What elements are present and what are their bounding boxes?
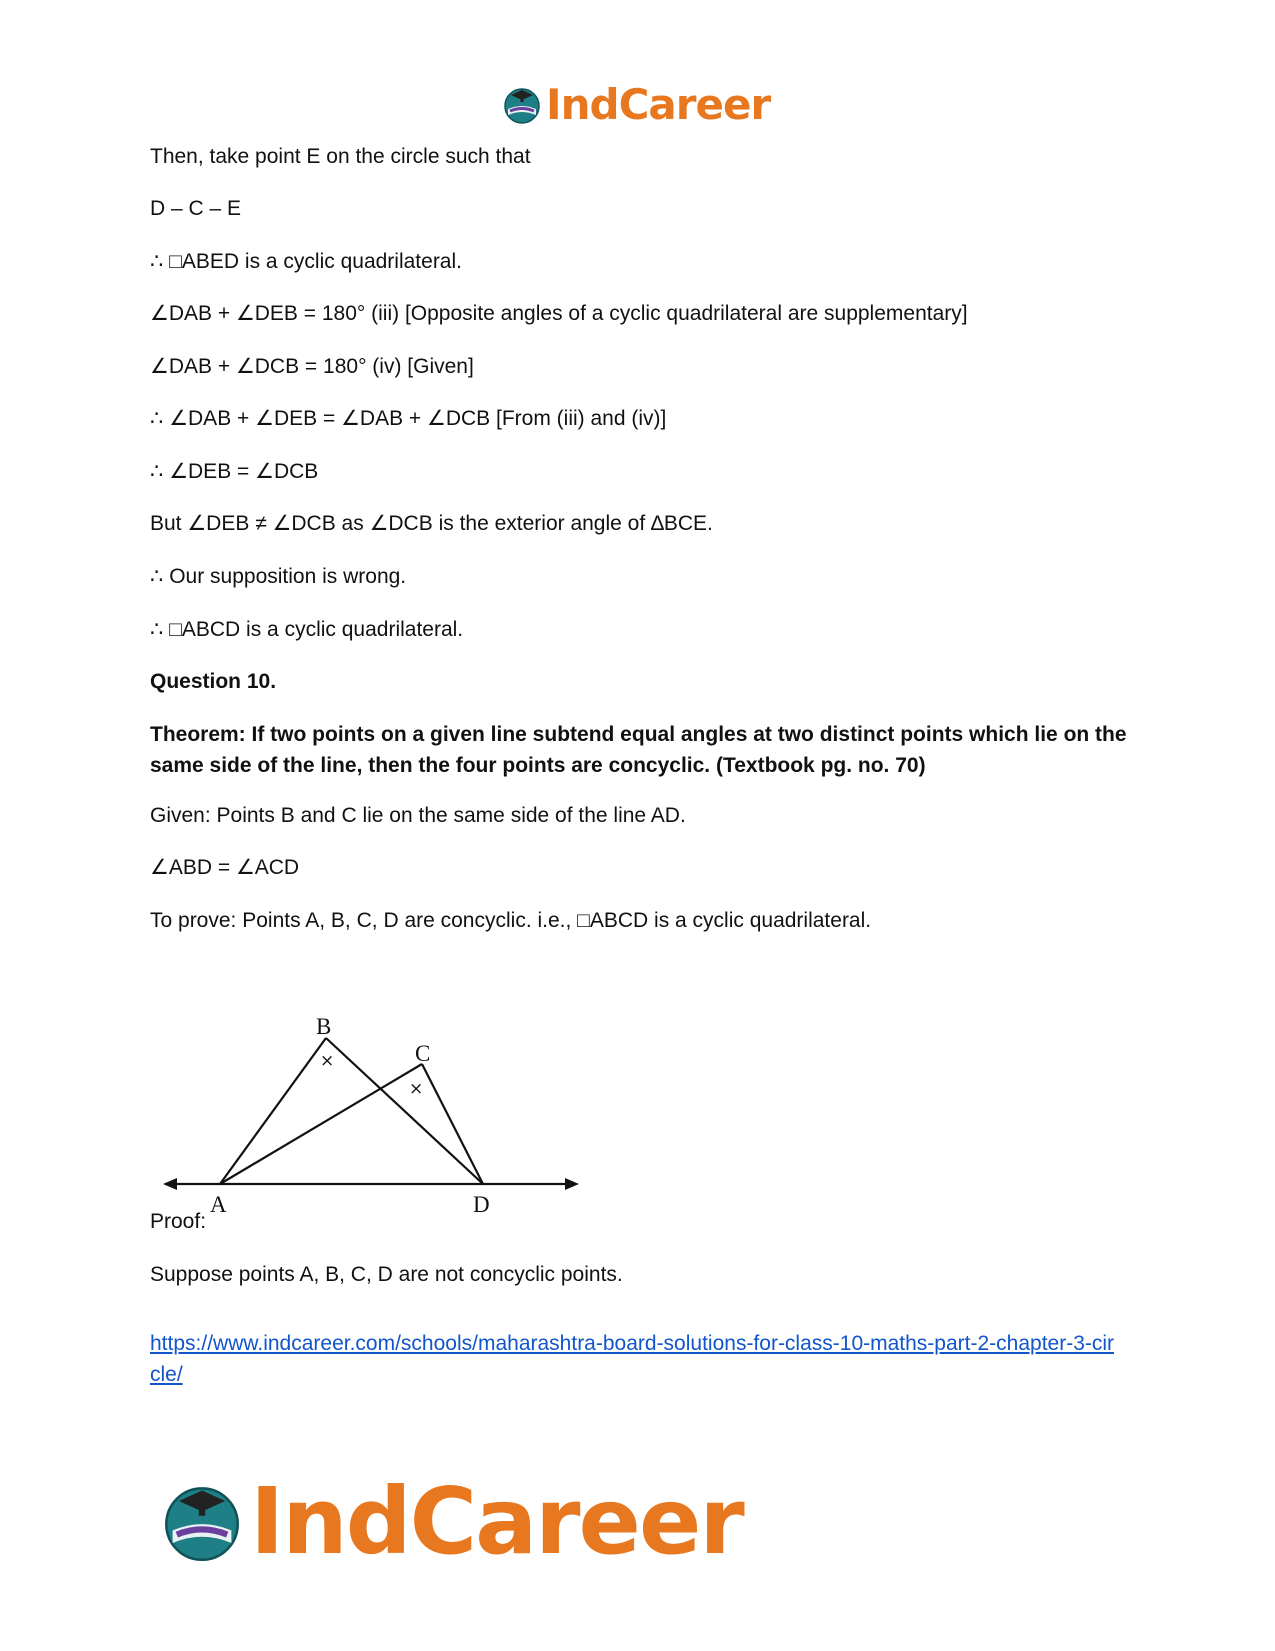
given-statement: Given: Points B and C lie on the same side of the line AD. bbox=[150, 804, 686, 827]
text-line: ∠DAB + ∠DCB = 180° (iv) [Given] bbox=[150, 355, 474, 378]
footer-logo bbox=[160, 1468, 743, 1575]
header-logo bbox=[502, 80, 770, 129]
source-link[interactable]: https://www.indcareer.com/schools/maharashtra-board-solutions-for-class-10-maths-part-2-chapter-3-circle/ bbox=[150, 1332, 1115, 1386]
globe-icon bbox=[502, 85, 542, 125]
text-line: But ∠DEB ≠ ∠DCB as ∠DCB is the exterior angle of ∆BCE. bbox=[150, 512, 713, 535]
label-d: D bbox=[473, 1192, 490, 1217]
proof-label: Proof: bbox=[150, 1210, 207, 1233]
label-b: B bbox=[316, 1014, 332, 1039]
theorem-statement: Theorem: If two points on a given line subtend equal angles at two distinct points which lie on the same side of the line, then the four points are concyclic. (Textbook pg. no. 70) bbox=[150, 723, 1127, 777]
right-arrow-icon bbox=[565, 1178, 579, 1190]
label-a: A bbox=[210, 1192, 227, 1217]
proof-line: Suppose points A, B, C, D are not concyclic points. bbox=[150, 1263, 623, 1286]
angle-mark-b: × bbox=[320, 1051, 335, 1071]
text-line: ∴ □ABED is a cyclic quadrilateral. bbox=[150, 250, 462, 273]
text-line: ∴ Our supposition is wrong. bbox=[150, 565, 407, 588]
angle-mark-c: × bbox=[409, 1079, 424, 1099]
text-line: ∴ □ABCD is a cyclic quadrilateral. bbox=[150, 618, 464, 641]
text-line: ∴ ∠DAB + ∠DEB = ∠DAB + ∠DCB [From (iii) and (iv)] bbox=[150, 407, 667, 430]
segment-ab bbox=[220, 1038, 326, 1184]
brand-wordmark: IndCareer bbox=[546, 80, 771, 129]
text-line: D – C – E bbox=[150, 197, 242, 220]
to-prove-statement: To prove: Points A, B, C, D are concyclic. i.e., □ABCD is a cyclic quadrilateral. bbox=[150, 909, 872, 932]
brand-wordmark: IndCareer bbox=[250, 1468, 743, 1575]
text-line: ∴ ∠DEB = ∠DCB bbox=[150, 460, 319, 483]
geometry-figure bbox=[150, 1008, 600, 1238]
given-angle: ∠ABD = ∠ACD bbox=[150, 856, 300, 879]
globe-icon bbox=[160, 1480, 244, 1564]
text-line: Then, take point E on the circle such that bbox=[150, 145, 531, 168]
segment-ac bbox=[220, 1064, 422, 1184]
label-c: C bbox=[415, 1041, 431, 1066]
segment-bd bbox=[326, 1038, 483, 1184]
left-arrow-icon bbox=[163, 1178, 177, 1190]
segment-cd bbox=[422, 1064, 483, 1184]
question-title: Question 10. bbox=[150, 670, 277, 693]
text-line: ∠DAB + ∠DEB = 180° (iii) [Opposite angles of a cyclic quadrilateral are supplementary] bbox=[150, 302, 968, 325]
